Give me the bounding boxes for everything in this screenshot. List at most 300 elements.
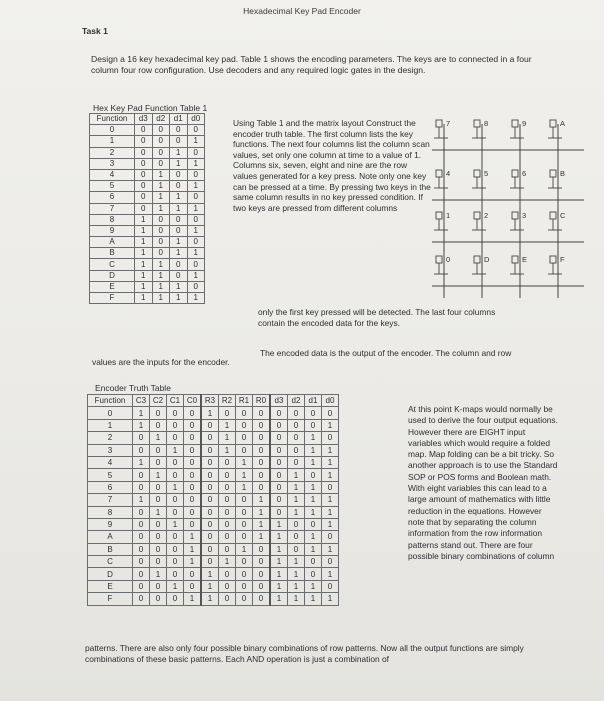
table2-cell: 0 [201,456,219,468]
table2-cell: 1 [305,456,322,468]
table1-cell: A [90,237,135,248]
table2-cell: 1 [305,432,322,444]
table2-cell: 9 [88,518,133,530]
table2-header-cell: R1 [236,395,253,407]
table2-cell: 1 [270,580,288,592]
table1-cell: 1 [187,158,205,169]
table1-cell: 0 [135,192,153,203]
table1-cell: 8 [90,214,135,225]
table1-cell: 0 [152,147,170,158]
table1-cell: 0 [170,270,188,281]
table1-cell: 0 [152,237,170,248]
table2-cell: 0 [288,543,305,555]
table2-header-cell: R0 [253,395,271,407]
table2-cell: 1 [133,419,150,431]
table2-cell: 1 [288,469,305,481]
encoded-note-cont: values are the inputs for the encoder. [92,357,230,367]
table2-cell: 1 [305,444,322,456]
table1-cell: 1 [170,158,188,169]
table1-cell: 9 [90,225,135,236]
table2-cell: 1 [167,518,184,530]
table1-cell: 0 [170,225,188,236]
bottom-paragraph: patterns. There are also only four possible binary combinations of row patterns. Now all the output functions are simply combinations of these basic patterns. Each AND operation is just a combination of [85,643,524,664]
table2-row [88,407,339,419]
table2-cell: 0 [236,506,253,518]
key-label: B [560,169,566,178]
table1-cell: 1 [135,281,153,292]
task-heading: Task 1 [82,26,108,36]
table2-cell: 3 [88,444,133,456]
table1-cell: 1 [170,192,188,203]
table1-cell: 0 [152,214,170,225]
table1-cell: 1 [187,203,205,214]
table2-cell: 1 [236,481,253,493]
table2-cell: 1 [270,593,288,605]
table2-cell: 1 [150,432,167,444]
table1-cell: 0 [135,158,153,169]
table1-cell: 1 [170,281,188,292]
table1-cell: 2 [90,147,135,158]
table2-cell: 0 [150,481,167,493]
encoded-note: The encoded data is the output of the encoder. The column and row [260,348,512,358]
table2-cell: 1 [219,419,236,431]
table1-cell: 0 [187,214,205,225]
table2-cell: B [88,543,133,555]
table2-cell: 1 [322,419,339,431]
table1-cell: 0 [135,181,153,192]
key-label: 4 [446,169,451,178]
table2-header-cell: R3 [201,395,219,407]
table2-cell: 0 [201,543,219,555]
table1-cell: 1 [135,270,153,281]
table2-row [88,580,339,592]
table2-cell: 0 [236,407,253,419]
table2-cell: 0 [167,531,184,543]
table2-cell: 0 [236,531,253,543]
table2-cell: 6 [88,481,133,493]
table2-cell: 1 [167,580,184,592]
table2-cell: 0 [219,481,236,493]
table2-cell: 0 [270,494,288,506]
table2-cell: 0 [167,506,184,518]
table2-cell: 0 [253,469,271,481]
table2-cell: 0 [133,593,150,605]
table1-header-cell: Function [90,114,135,125]
table1-row [90,225,205,236]
table2-cell: 1 [270,568,288,580]
table2-cell: 0 [270,444,288,456]
table2-cell: 1 [322,543,339,555]
key-label: 1 [446,211,451,220]
table2-cell: 1 [253,531,271,543]
table1-cell: 0 [187,192,205,203]
table2-cell: 0 [150,444,167,456]
table1-cell: 1 [152,203,170,214]
table2-cell: 0 [288,456,305,468]
table2-cell: 0 [184,432,202,444]
table2-cell: 0 [236,568,253,580]
table2-cell: 1 [88,419,133,431]
table2-cell: 0 [305,568,322,580]
table1-cell: 1 [152,281,170,292]
table2-cell: 0 [322,556,339,568]
table1-cell: 0 [187,125,205,136]
table1-cell: 0 [187,281,205,292]
table2-cell: 0 [322,531,339,543]
table1-cell: 0 [135,136,153,147]
table2-cell: 1 [322,518,339,530]
table1-cell: 0 [152,225,170,236]
key-switch [474,170,480,177]
table2-cell: 0 [270,481,288,493]
table2-cell: 0 [253,481,271,493]
table2-cell: 1 [236,456,253,468]
table1-cell: 1 [187,225,205,236]
table1-cell: 4 [90,169,135,180]
table2-cell: 0 [184,469,202,481]
table1-cell: 1 [135,293,153,304]
table1-cell: 1 [152,270,170,281]
table2-cell: 0 [201,444,219,456]
table2-cell: 0 [150,518,167,530]
table2-cell: 0 [88,407,133,419]
table2-cell: 0 [253,556,271,568]
table2-cell: 0 [133,531,150,543]
table1-cell: 1 [187,248,205,259]
table1-row [90,181,205,192]
key-switch [436,256,442,263]
table1-header-cell: d0 [187,114,205,125]
table2-cell: 0 [133,556,150,568]
table2-cell: 0 [184,494,202,506]
key-label: 0 [446,255,451,264]
key-switch [474,120,480,127]
page-title: Hexadecimal Key Pad Encoder [243,6,361,16]
table1-cell: 0 [152,136,170,147]
table2-row [88,456,339,468]
table2-cell: F [88,593,133,605]
table1-cell: 3 [90,158,135,169]
table2-cell: 1 [288,593,305,605]
table2-cell: 1 [201,593,219,605]
table2-cell: 0 [270,419,288,431]
table2-cell: 1 [253,506,271,518]
table2-cell: 4 [88,456,133,468]
table1-cell: E [90,281,135,292]
table2-cell: 1 [305,543,322,555]
table2-cell: 1 [288,556,305,568]
table1-description-cont: only the first key pressed will be detected. The last four columns [258,307,496,317]
table2-cell: 0 [201,506,219,518]
table2-header-cell: Function [88,395,133,407]
table2-cell: 0 [201,432,219,444]
table1-cell: 1 [152,169,170,180]
table2-cell: 0 [305,556,322,568]
key-label: E [522,255,528,264]
table2-cell: 0 [253,432,271,444]
table2-cell: 0 [219,456,236,468]
table2-cell: 0 [305,419,322,431]
table1-cell: 1 [135,214,153,225]
table2-cell: 0 [236,494,253,506]
table2-cell: 1 [305,481,322,493]
table2-cell: 1 [270,518,288,530]
table1-header-cell: d1 [170,114,188,125]
table2-cell: 1 [288,580,305,592]
table1-cell: 1 [170,248,188,259]
table2-cell: 0 [288,531,305,543]
key-label: D [484,255,490,264]
table2-row [88,506,339,518]
table1-cell: 5 [90,181,135,192]
key-label: 3 [522,211,527,220]
table2-cell: 1 [288,481,305,493]
table1-cell: 0 [170,214,188,225]
table1-cell: 1 [187,136,205,147]
table1-cell: 0 [170,259,188,270]
table1-cell: D [90,270,135,281]
table2-cell: 1 [236,543,253,555]
table2-cell: 1 [305,593,322,605]
table2-row [88,531,339,543]
table2-cell: 0 [219,494,236,506]
table2-cell: 0 [219,518,236,530]
table2-cell: 1 [201,568,219,580]
table1-cell: 1 [135,248,153,259]
table1-cell: 0 [135,147,153,158]
table1-cell: 1 [152,293,170,304]
table2-cell: 0 [288,407,305,419]
table2-cell: C [88,556,133,568]
table2-cell: 0 [167,593,184,605]
key-label: 5 [484,169,489,178]
table2-cell: 0 [253,456,271,468]
table1-cell: 0 [187,259,205,270]
key-switch [512,170,518,177]
table2-cell: 1 [288,494,305,506]
table2-title: Encoder Truth Table [95,383,171,393]
key-switch [512,256,518,263]
table2-cell: 1 [305,494,322,506]
table2-cell: 0 [150,556,167,568]
encoder-truth-table [87,394,339,606]
table2-row [88,568,339,580]
table1-cell: 0 [135,169,153,180]
table2-cell: 0 [201,481,219,493]
table1-row [90,270,205,281]
table2-cell: 0 [133,543,150,555]
table2-cell: 0 [133,432,150,444]
key-switch [436,170,442,177]
table2-cell: 1 [201,407,219,419]
table2-cell: 0 [236,593,253,605]
table2-cell: 8 [88,506,133,518]
table2-cell: 0 [133,444,150,456]
table2-header-cell: d1 [305,395,322,407]
table2-row [88,432,339,444]
table1-cell: 0 [90,125,135,136]
table1-cell: 1 [152,259,170,270]
table2-cell: 1 [322,494,339,506]
table2-cell: 1 [219,556,236,568]
table2-cell: 0 [201,469,219,481]
intro-paragraph: Design a 16 key hexadecimal key pad. Table 1 shows the encoding parameters. The keys are to connected in a four column four row configuration. Use decoders and any required logic gates in the design. [91,54,532,75]
table2-header-cell: C2 [150,395,167,407]
table1-cell: F [90,293,135,304]
table1-row [90,293,205,304]
table1-title: Hex Key Pad Function Table 1 [93,103,208,113]
table2-cell: 0 [184,456,202,468]
table2-cell: 1 [133,494,150,506]
table1-cell: 1 [170,203,188,214]
table2-cell: 1 [150,506,167,518]
table2-row [88,444,339,456]
table2-cell: 0 [236,556,253,568]
table2-row [88,543,339,555]
table1-cell: 7 [90,203,135,214]
table1-cell: 1 [170,293,188,304]
table1-cell: 1 [170,237,188,248]
table1-cell: 1 [187,181,205,192]
table2-cell: 0 [167,419,184,431]
table2-cell: 0 [253,407,271,419]
table1-cell: 1 [135,259,153,270]
table2-cell: 0 [133,568,150,580]
table2-row [88,494,339,506]
table2-cell: 0 [322,432,339,444]
table2-cell: 0 [167,543,184,555]
table2-cell: 0 [219,531,236,543]
table2-cell: 0 [133,469,150,481]
table2-cell: 1 [219,432,236,444]
table2-cell: 1 [150,568,167,580]
table2-cell: 0 [219,593,236,605]
table2-cell: 0 [133,518,150,530]
key-switch [512,120,518,127]
table1-row [90,281,205,292]
function-table-1 [89,113,205,304]
table1-cell: 1 [187,270,205,281]
table2-cell: 0 [184,506,202,518]
table1-row [90,237,205,248]
table2-cell: 0 [150,407,167,419]
table2-cell: 0 [167,407,184,419]
table2-cell: 0 [201,419,219,431]
table2-header-cell: C3 [133,395,150,407]
kmap-paragraph: At this point K-maps would normally be used to derive the four output equations. However there are EIGHT input variables which would require a folded map. Map folding can be a bit tricky. So another approach is to use the Standard SOP or POS forms and Boolean math. With eight variables this can lead to a large amount of mathematics with little reduction in the equations. However note that by separating the column information from the row information patterns stand out. There are four possible binary combinations of column [408,404,558,561]
table2-cell: 1 [270,531,288,543]
table2-cell: 0 [167,568,184,580]
table2-cell: 0 [184,568,202,580]
table1-row [90,169,205,180]
table2-cell: 0 [288,432,305,444]
table2-header-cell: C1 [167,395,184,407]
table1-cell: 6 [90,192,135,203]
table2-cell: 0 [150,593,167,605]
table2-header-cell: d0 [322,395,339,407]
table2-cell: 0 [288,518,305,530]
key-label: 9 [522,119,527,128]
table2-cell: 0 [219,543,236,555]
table2-cell: 1 [253,494,271,506]
table2-cell: 0 [305,469,322,481]
key-label: A [560,119,566,128]
key-switch [550,120,556,127]
table2-header-cell: d3 [270,395,288,407]
table2-cell: 0 [236,518,253,530]
key-label: 8 [484,119,489,128]
table2-cell: E [88,580,133,592]
table2-header-cell: d2 [288,395,305,407]
table2-row [88,593,339,605]
table2-cell: 1 [322,593,339,605]
key-switch [512,212,518,219]
table2-cell: 0 [322,481,339,493]
key-label: 7 [446,119,451,128]
table2-cell: 1 [322,444,339,456]
table2-cell: 0 [201,531,219,543]
table1-row [90,125,205,136]
table2-cell: 1 [305,580,322,592]
table1-cell: C [90,259,135,270]
table2-cell: 1 [219,444,236,456]
table2-cell: 0 [219,568,236,580]
table2-cell: 0 [288,419,305,431]
table2-row [88,518,339,530]
table2-cell: 0 [236,444,253,456]
table2-cell: 0 [253,593,271,605]
table2-cell: 0 [150,456,167,468]
table2-header-cell: R2 [219,395,236,407]
table1-row [90,158,205,169]
table2-cell: 0 [184,580,202,592]
table2-cell: 0 [184,481,202,493]
table2-cell: 0 [167,456,184,468]
table2-cell: 0 [253,568,271,580]
table2-cell: 0 [305,518,322,530]
table2-cell: 1 [184,543,202,555]
table1-row [90,214,205,225]
table2-cell: 0 [201,494,219,506]
table2-cell: 0 [150,543,167,555]
table2-cell: 1 [322,506,339,518]
table2-cell: 0 [150,494,167,506]
table2-cell: 0 [305,407,322,419]
table2-cell: 0 [150,580,167,592]
table2-cell: 0 [270,506,288,518]
table1-row [90,136,205,147]
table2-cell: 0 [167,494,184,506]
key-switch [436,120,442,127]
table2-cell: 0 [133,506,150,518]
table2-cell: 0 [219,580,236,592]
table1-header-cell: d2 [152,114,170,125]
key-label: 6 [522,169,527,178]
table2-header-cell: C0 [184,395,202,407]
table2-cell: 0 [133,481,150,493]
key-label: 2 [484,211,489,220]
table2-cell: 0 [288,444,305,456]
table1-row [90,248,205,259]
table2-cell: 0 [184,518,202,530]
table2-cell: 1 [322,456,339,468]
table2-cell: 1 [322,568,339,580]
table2-cell: 0 [253,580,271,592]
table2-cell: 1 [288,506,305,518]
table2-cell: 1 [201,580,219,592]
table2-cell: 0 [219,407,236,419]
key-switch [474,256,480,263]
